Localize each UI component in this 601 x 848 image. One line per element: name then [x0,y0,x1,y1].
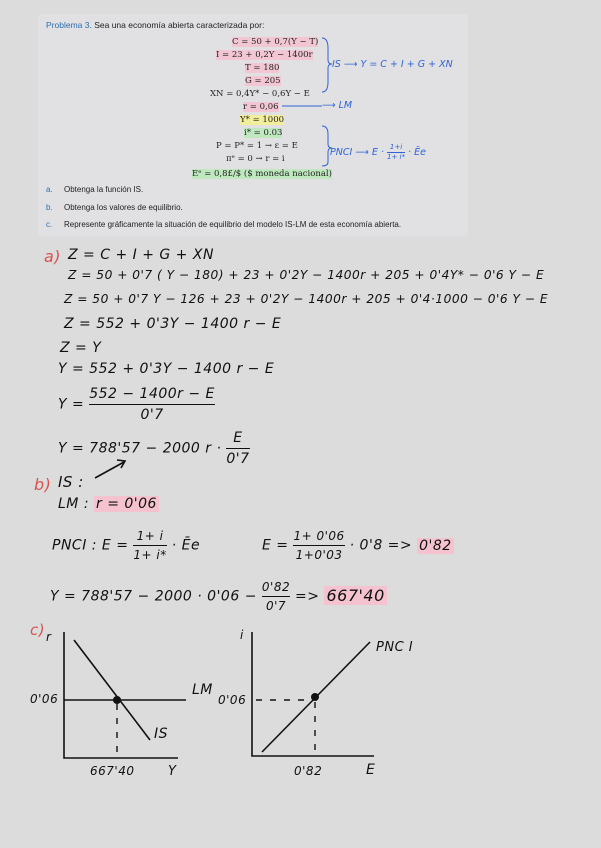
graph2-curve-label: PNC I [376,640,414,655]
eq-foreign-interest: i* = 0.03 [244,128,283,138]
graph1-lm-label: LM [192,682,213,698]
line-a1: Z = C + I + G + XN [68,247,214,263]
eq-government: G = 205 [245,76,281,86]
b-lm: LM : r = 0'06 [58,496,157,512]
line-a4: Z = 552 + 0'3Y − 1400 r − E [64,316,282,332]
eq-expected-inflation: πᵉ = 0 → r = i [226,154,285,164]
brace-pnci [322,126,332,166]
note-is: IS ⟶ Y = C + I + G + XN [332,59,453,70]
graph2-i-value: 0'06 [218,693,247,707]
note-pnci: PNCI ⟶ E · $\frac{1+i}{1+ i*}$ · Ēe [330,143,426,161]
eq-interest: r = 0,06 [243,102,279,112]
graph2-x-axis-label: E [366,762,376,778]
line-a7: Y = $\frac{552 - 1400r - E}{0'7}$ [58,386,215,423]
item-b: b. Obtenga los valores de equilibrio. [46,203,183,212]
line-a3: Z = 50 + 0'7 Y − 126 + 23 + 0'2Y − 1400r + 205 + 0'4·1000 − 0'6 Y − E [64,292,549,306]
eq-investment: I = 23 + 0,2Y − 1400r [216,50,313,60]
equilibrium-point-1 [113,696,121,704]
line-a5: Z = Y [60,340,102,356]
eq-net-exports: XN = 0,4Y* − 0,6Y − E [210,89,310,99]
graph1-y-value: 667'40 [90,764,135,778]
graph2-y-axis-label: i [240,628,244,642]
graph1-y-axis-label: r [46,630,52,644]
graph1-r-value: 0'06 [30,692,59,706]
eq-prices: P = P* = 1 → ε = E [216,141,298,151]
graph-pnci [252,632,374,756]
brace-is [322,38,332,92]
b-is: IS : [58,473,84,491]
equilibrium-point-2 [311,693,319,701]
b-pnci: PNCI : E = $\frac{1+ i}{1+ i*}$ · Ēe [52,529,201,562]
b-y-calc: Y = 788'57 − 2000 · 0'06 − $\frac{0'82}{0'7}$ => 667'40 [50,580,385,613]
line-a2: Z = 50 + 0'7 ( Y − 180) + 23 + 0'2Y − 1400r + 205 + 0'4Y* − 0'6 Y − E [68,268,545,282]
line-a6: Y = 552 + 0'3Y − 1400 r − E [58,361,275,377]
part-a-label: a) [44,247,62,266]
graph2-e-value: 0'82 [294,764,323,778]
eq-taxes: T = 180 [245,63,280,73]
eq-foreign-income: Y* = 1000 [240,115,285,125]
eq-expected-exchange: Eᵉ = 0,8£/$ ($ moneda nacional) [192,169,332,179]
item-c: c. Represente gráficamente la situación de equilibrio del modelo IS-LM de esta economía abierta. [46,220,402,229]
item-a: a. Obtenga la función IS. [46,185,144,194]
graph1-is-label: IS [154,726,169,742]
line-a8: Y = 788'57 − 2000 r · $\frac{E}{0'7}$ [58,430,250,467]
eq-consumption: C = 50 + 0,7(Y − T) [232,37,319,47]
b-pnci-calc: E = $\frac{1+ 0'06}{1+0'03}$ · 0'8 => 0'82 [262,529,452,562]
part-c-label: c) [30,621,46,639]
graph1-x-axis-label: Y [168,764,177,779]
note-lm: ⟶ LM [322,100,353,111]
is-line [74,640,150,740]
arrow-is [95,462,124,478]
problem-title: Problema 3. Sea una economía abierta caracterizada por: [46,20,265,30]
part-b-label: b) [34,475,52,494]
